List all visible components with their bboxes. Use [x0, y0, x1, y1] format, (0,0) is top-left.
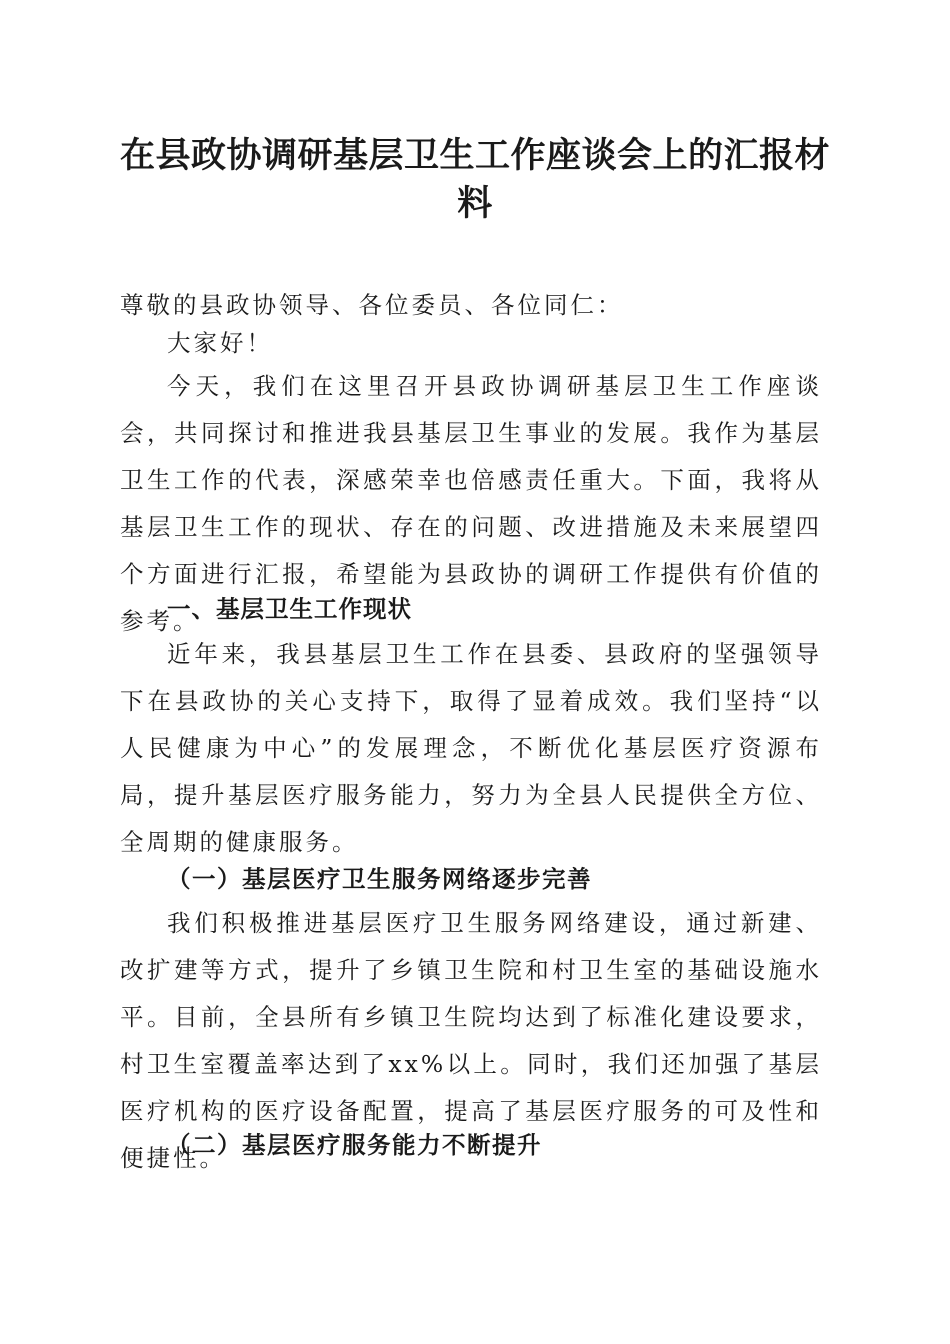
salutation: 尊敬的县政协领导、各位委员、各位同仁：: [120, 291, 624, 319]
intro-paragraph: 今天，我们在这里召开县政协调研基层卫生工作座谈会，共同探讨和推进我县基层卫生事业的发展。我作为基层卫生工作的代表，深感荣幸也倍感责任重大。下面，我将从基层卫生工作的现状、存在的问题、改进措施及未来展望四个方面进行汇报，希望能为县政协的调研工作提供有价值的参考。: [120, 372, 822, 635]
subsection-heading-1: （一）基层医疗卫生服务网络逐步完善: [167, 865, 592, 893]
subsection-1-paragraph: 我们积极推进基层医疗卫生服务网络建设，通过新建、改扩建等方式，提升了乡镇卫生院和村卫生室的基础设施水平。目前，全县所有乡镇卫生院均达到了标准化建设要求，村卫生室覆盖率达到了xx%以上。同时，我们还加强了基层医疗机构的医疗设备配置，提高了基层医疗服务的可及性和便捷性。: [120, 909, 822, 1172]
section-1-paragraph: 近年来，我县基层卫生工作在县委、县政府的坚强领导下在县政协的关心支持下，取得了显着成效。我们坚持“以人民健康为中心”的发展理念，不断优化基层医疗资源布局，提升基层医疗服务能力，努力为全县人民提供全方位、全周期的健康服务。: [120, 640, 822, 856]
greeting: 大家好！: [167, 329, 273, 357]
section-heading-1: 一、基层卫生工作现状: [167, 595, 412, 623]
subsection-heading-2: （二）基层医疗服务能力不断提升: [167, 1131, 542, 1159]
document-title: 在县政协调研基层卫生工作座谈会上的汇报材料: [119, 135, 830, 224]
